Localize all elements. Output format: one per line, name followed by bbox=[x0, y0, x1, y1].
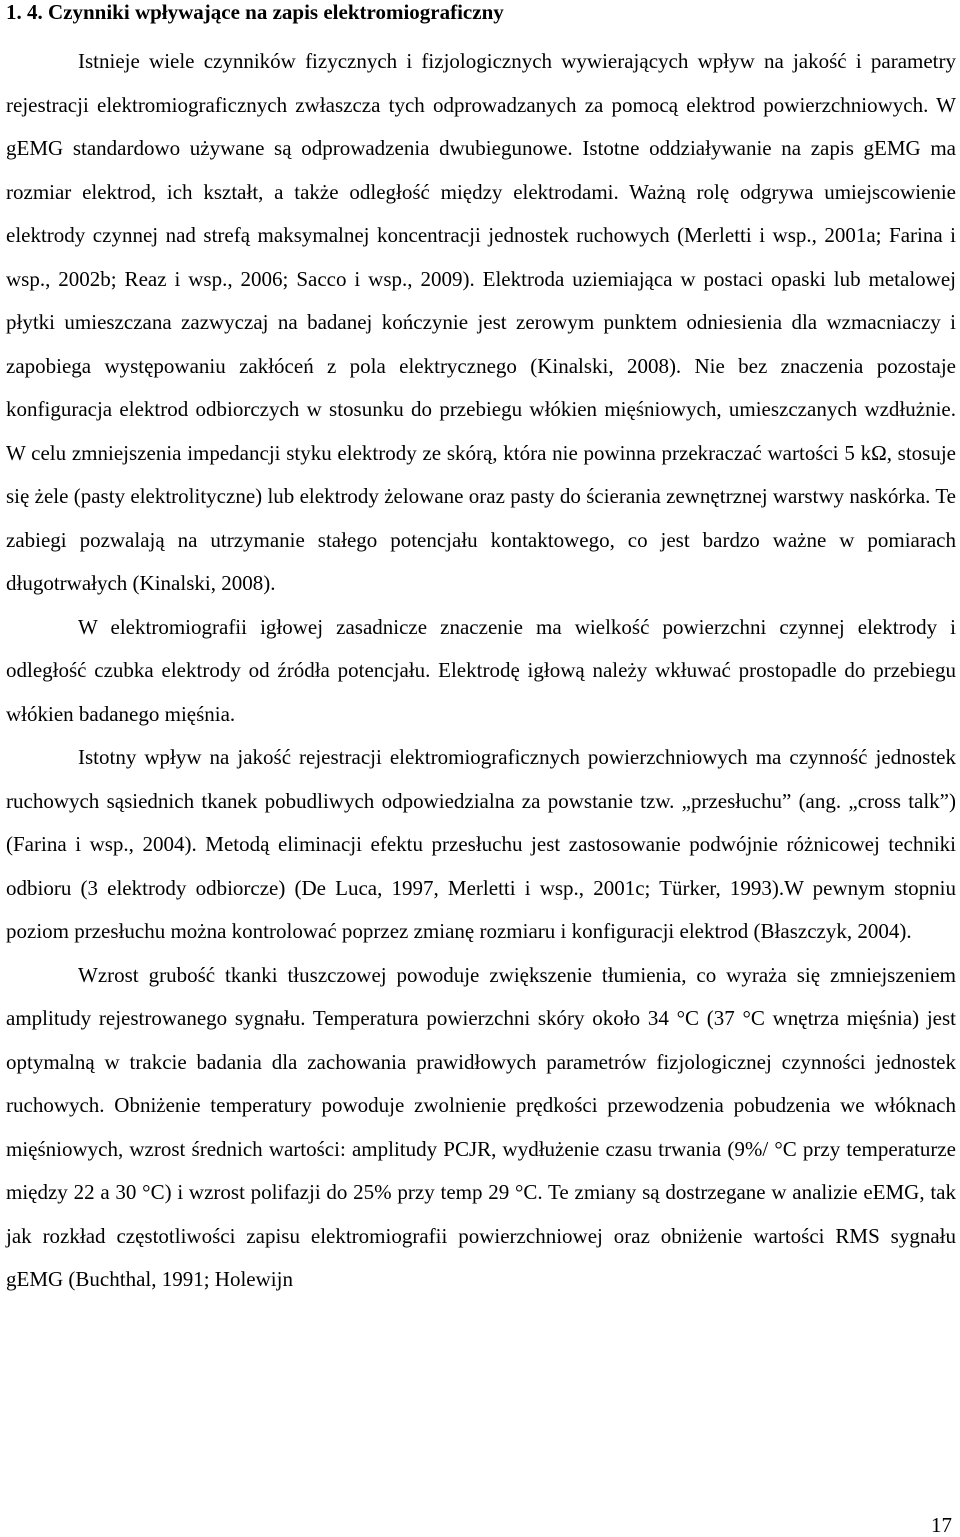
paragraph-temperature: Wzrost grubość tkanki tłuszczowej powoduje zwiększenie tłumienia, co wyraża się zmniejszeniem amplitudy rejestrowanego sygnału. Temperatura powierzchni skóry około 34 °C (37 °C wnętrza mięśnia) jest optymalną w trakcie badania dla zachowania prawidłowych parametrów fizjologicznej czynności jednostek ruchowych. Obniżenie temperatury powoduje zwolnienie prędkości przewodzenia pobudzenia we włóknach mięśniowych, wzrost średnich wartości: amplitudy PCJR, wydłużenie czasu trwania (9%/ °C przy temperaturze między 22 a 30 °C) i wzrost polifazji do 25% przy temp 29 °C. Te zmiany są dostrzegane w analizie eEMG, tak jak rozkład częstotliwości zapisu elektromiografii powierzchniowej oraz obniżenie wartości RMS sygnału gEMG (Buchthal, 1991; Holewijn bbox=[6, 962, 956, 1291]
document-page bbox=[6, 0, 956, 1302]
paragraph-cross-talk: Istotny wpływ na jakość rejestracji elektromiograficznych powierzchniowych ma czynność jednostek ruchowych sąsiednich tkanek pobudliwych odpowiedzialna za powstanie tzw. „przesłuchu” (ang. „cross talk”) (Farina i wsp., 2004). Metodą eliminacji efektu przesłuchu jest zastosowanie podwójnie różnicowej techniki odbioru (3 elektrody odbiorcze) (De Luca, 1997, Merletti i wsp., 2001c; Türker, 1993).W pewnym stopniu poziom przesłuchu można kontrolować poprzez zmianę rozmiaru i konfiguracji elektrod (Błaszczyk, 2004). bbox=[6, 745, 956, 943]
paragraph-needle-emg: W elektromiografii igłowej zasadnicze znaczenie ma wielkość powierzchni czynnej elektrody i odległość czubka elektrody od źródła potencjału. Elektrodę igłową należy wkłuwać prostopadle do przebiegu włókien badanego mięśnia. bbox=[6, 614, 956, 726]
section-heading: 1. 4. Czynniki wpływające na zapis elektromiograficzny bbox=[6, 0, 504, 24]
paragraph-electrode-factors: Istnieje wiele czynników fizycznych i fizjologicznych wywierających wpływ na jakość i parametry rejestracji elektromiograficznych zwłaszcza tych odprowadzanych za pomocą elektrod powierzchniowych. W gEMG standardowo używane są odprowadzenia dwubiegunowe. Istotne oddziaływanie na zapis gEMG ma rozmiar elektrod, ich kształt, a także odległość między elektrodami. Ważną rolę odgrywa umiejscowienie elektrody czynnej nad strefą maksymalnej koncentracji jednostek ruchowych (Merletti i wsp., 2001a; Farina i wsp., 2002b; Reaz i wsp., 2006; Sacco i wsp., 2009). Elektroda uziemiająca w postaci opaski lub metalowej płytki umieszczana zazwyczaj na badanej kończynie jest zerowym punktem odniesienia dla wzmacniaczy i zapobiega występowaniu zakłóceń z pola elektrycznego (Kinalski, 2008). Nie bez znaczenia pozostaje konfiguracja elektrod odbiorczych w stosunku do przebiegu włókien mięśniowych, umieszczanych wzdłużnie. W celu zmniejszenia impedancji styku elektrody ze skórą, która nie powinna przekraczać wartości 5 kΩ, stosuje się żele (pasty elektrolityczne) lub elektrody żelowane oraz pasty do ścierania zewnętrznej warstwy naskórka. Te zabiegi pozwalają na utrzymanie stałego potencjału kontaktowego, co jest bardzo ważne w pomiarach długotrwałych (Kinalski, 2008). bbox=[6, 49, 956, 595]
page-number: 17 bbox=[931, 1513, 952, 1537]
